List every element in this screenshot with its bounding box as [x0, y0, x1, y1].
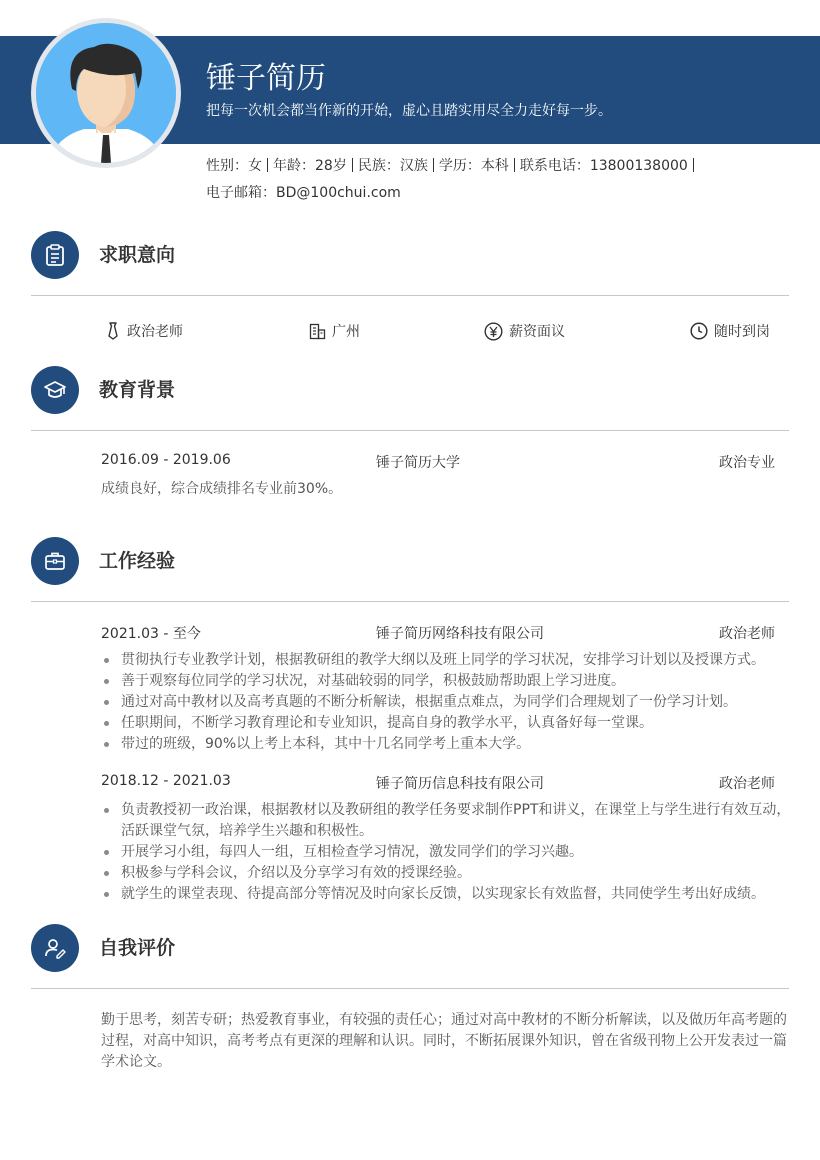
resume-motto: 把每一次机会都当作新的开始，虚心且踏实用尽全力走好每一步。 — [206, 103, 612, 119]
job-duty-item: 带过的班级，90%以上考上本科，其中十几名同学考上重本大学。 — [101, 734, 791, 755]
self-evaluation-section-icon — [31, 924, 79, 972]
user-edit-icon — [43, 936, 67, 960]
job-duty-item: 善于观察每位同学的学习状况，对基础较弱的同学，积极鼓励帮助跟上学习进度。 — [101, 671, 791, 692]
job-intent-section-icon — [31, 231, 79, 279]
job-duties-list — [101, 800, 791, 905]
person-illustration-icon — [36, 23, 176, 163]
job-duty-item: 任职期间，不断学习教育理论和专业知识，提高自身的教学水平，认真备好每一堂课。 — [101, 713, 791, 734]
email-text: 电子邮箱：BD@100chui.com — [206, 185, 401, 201]
section-divider — [31, 988, 789, 989]
building-icon — [309, 323, 326, 340]
job-role: 政治老师 — [719, 776, 775, 792]
education-major: 政治专业 — [719, 455, 775, 471]
intent-city — [309, 320, 360, 342]
work-section-icon — [31, 537, 79, 585]
education-school: 锤子简历大学 — [376, 455, 460, 471]
job-company: 锤子简历信息科技有限公司 — [376, 776, 544, 792]
intent-salary — [484, 320, 565, 342]
self-evaluation-text: 勤于思考，刻苦专研；热爱教育事业，有较强的责任心；通过对高中教材的不断分析解读，以及做历年高考题的过程，对高中知识，高考考点有更深的理解和认识。同时，不断拓展课外知识，曾在省级刊物上公开发表过一篇学术论文。 — [101, 1012, 787, 1070]
graduation-cap-icon — [43, 378, 67, 402]
gender-text: 性别：女 — [206, 158, 262, 174]
briefcase-icon — [43, 549, 67, 573]
education-entry — [101, 452, 775, 472]
intent-availability — [690, 320, 770, 342]
education-description: 成绩良好，综合成绩排名专业前30%。 — [101, 481, 343, 497]
yen-icon — [484, 322, 503, 341]
ethnicity-text: 民族：汉族 — [357, 158, 428, 174]
clock-icon — [690, 322, 708, 340]
education-title: 教育背景 — [99, 379, 176, 401]
tie-icon — [105, 322, 121, 340]
job-duty-item: 就学生的课堂表现、待提高部分等情况及时向家长反馈，以实现家长有效监督，共同使学生考出好成绩。 — [101, 884, 791, 905]
info-separator — [433, 158, 434, 172]
self-evaluation-title: 自我评价 — [99, 937, 176, 959]
intent-position-label: 政治老师 — [127, 324, 183, 340]
intent-availability-label: 随时到岗 — [714, 324, 770, 340]
info-separator — [693, 158, 694, 172]
info-separator — [514, 158, 515, 172]
section-divider — [31, 295, 789, 296]
job-intent-title: 求职意向 — [99, 244, 176, 266]
job-duties-list — [101, 650, 791, 755]
degree-text: 学历：本科 — [438, 158, 509, 174]
job-duty-item: 通过对高中教材以及高考真题的不断分析解读，根据重点难点，为同学们合理规划了一份学习计划。 — [101, 692, 791, 713]
job-duty-item: 积极参与学科会议，介绍以及分享学习有效的授课经验。 — [101, 863, 791, 884]
info-separator — [267, 158, 268, 172]
section-divider — [31, 601, 789, 602]
job-entry-header — [101, 623, 775, 643]
intent-city-label: 广州 — [332, 324, 360, 340]
job-period: 2021.03 - 至今 — [101, 626, 201, 642]
intent-position — [105, 320, 183, 342]
job-entry-header — [101, 773, 775, 793]
job-duty-item: 开展学习小组，每四人一组，互相检查学习情况，激发同学们的学习兴趣。 — [101, 842, 791, 863]
info-separator — [352, 158, 353, 172]
section-divider — [31, 430, 789, 431]
job-role: 政治老师 — [719, 626, 775, 642]
personal-info — [206, 156, 699, 176]
job-duty-item: 负责教授初一政治课，根据教材以及教研组的教学任务要求制作PPT和讲义，在课堂上与学生进行有效互动，活跃课堂气氛，培养学生兴趣和积极性。 — [101, 800, 791, 842]
job-period: 2018.12 - 2021.03 — [101, 773, 231, 789]
avatar — [36, 23, 176, 163]
job-duty-item: 贯彻执行专业教学计划，根据教研组的教学大纲以及班上同学的学习状况，安排学习计划以及授课方式。 — [101, 650, 791, 671]
age-text: 年龄：28岁 — [273, 158, 347, 174]
resume-name: 锤子简历 — [206, 61, 326, 96]
education-section-icon — [31, 366, 79, 414]
work-title: 工作经验 — [99, 550, 176, 572]
education-period: 2016.09 - 2019.06 — [101, 452, 231, 468]
intent-salary-label: 薪资面议 — [509, 324, 565, 340]
clipboard-icon — [43, 243, 67, 267]
job-company: 锤子简历网络科技有限公司 — [376, 626, 544, 642]
phone-text: 联系电话：13800138000 — [519, 158, 688, 174]
